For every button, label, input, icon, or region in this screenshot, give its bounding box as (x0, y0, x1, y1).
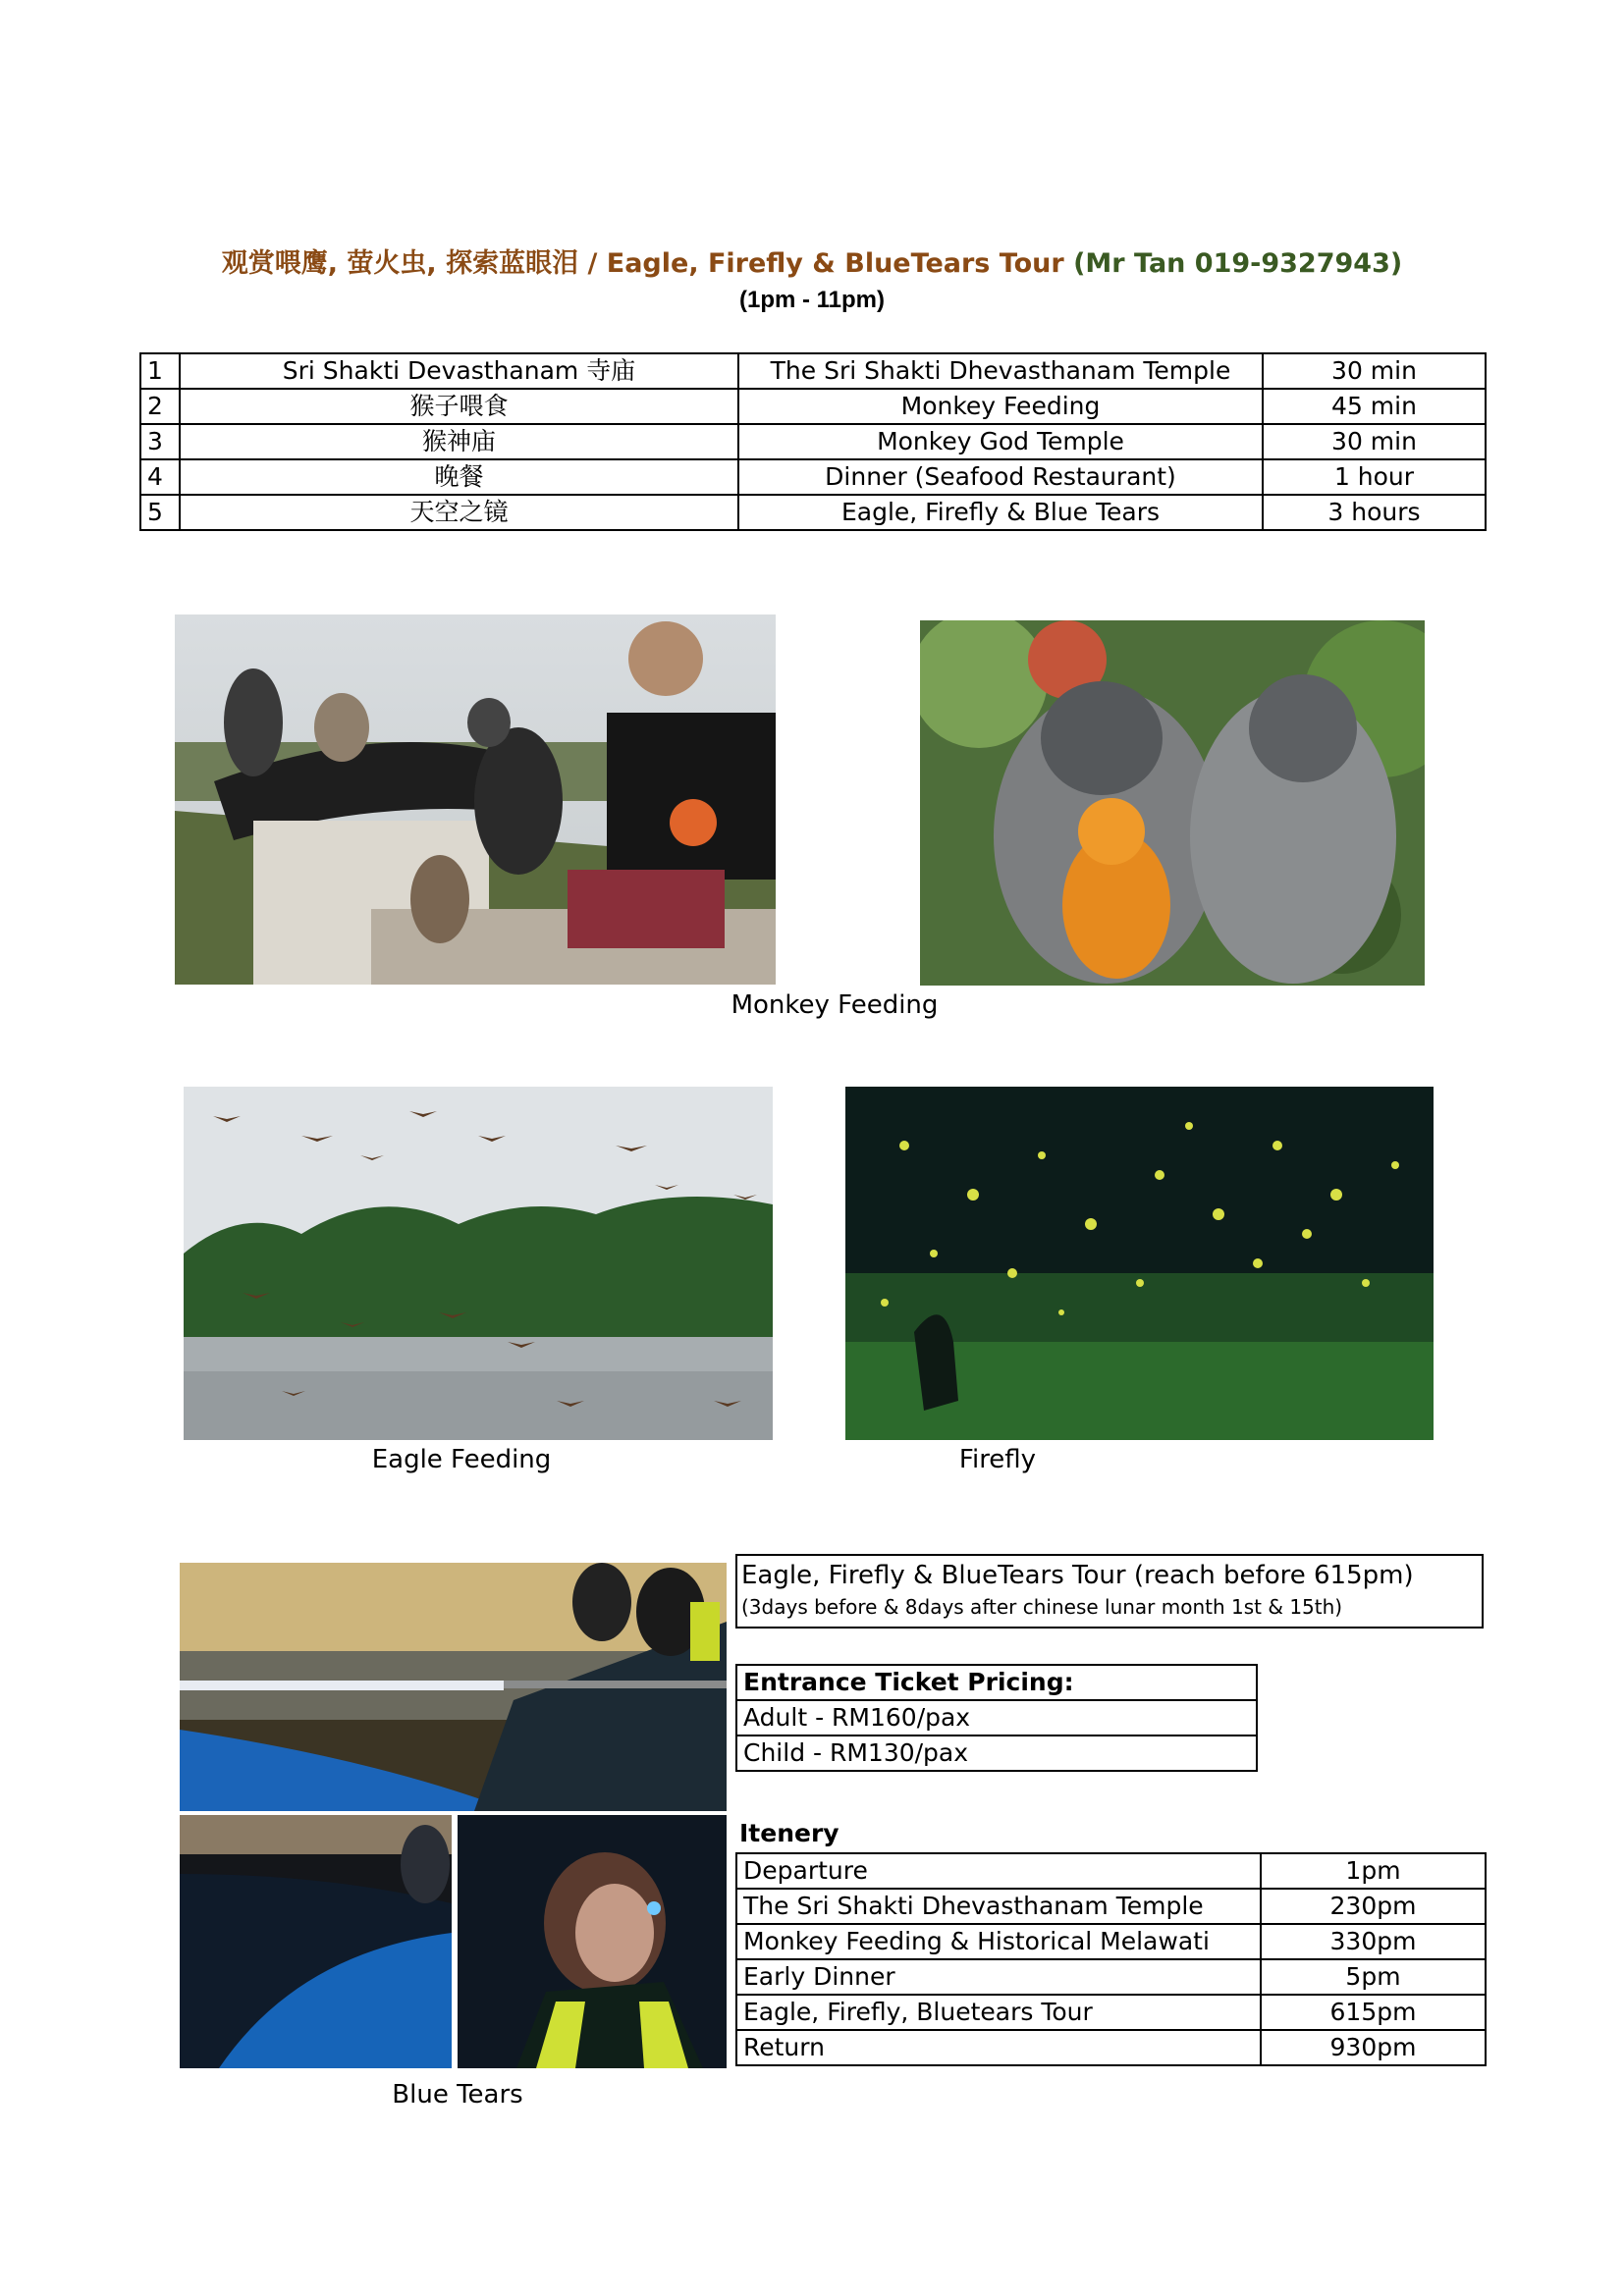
activity-en: Monkey God Temple (738, 424, 1263, 459)
tour-note-box (735, 1554, 1484, 1629)
price-child: Child - RM130/pax (736, 1735, 1257, 1771)
itinerary-time: 1pm (1261, 1853, 1486, 1889)
tour-note-condition: (3days before & 8days after chinese lunar month 1st & 15th) (741, 1595, 1343, 1619)
monkey-feeding-photo-1 (175, 614, 776, 985)
table-row (736, 1700, 1257, 1735)
table-row (140, 389, 1486, 424)
firefly-caption: Firefly (958, 1445, 1037, 1474)
blue-tears-photo-2 (180, 1815, 452, 2068)
tour-hours: (1pm - 11pm) (738, 287, 886, 313)
activity-en: Eagle, Firefly & Blue Tears (738, 495, 1263, 530)
activity-en: Dinner (Seafood Restaurant) (738, 459, 1263, 495)
table-row (736, 1665, 1257, 1700)
table-row (736, 1889, 1486, 1924)
activity-duration: 45 min (1263, 389, 1486, 424)
table-row (140, 459, 1486, 495)
activity-cn: 晚餐 (180, 459, 738, 495)
itinerary-item: The Sri Shakti Dhevasthanam Temple (736, 1889, 1261, 1924)
monkey-feeding-caption: Monkey Feeding (731, 990, 939, 1020)
title-chinese: 观赏喂鹰, 萤火虫, 探索蓝眼泪 (221, 248, 579, 279)
itinerary-item: Monkey Feeding & Historical Melawati (736, 1924, 1261, 1959)
table-row (140, 353, 1486, 389)
row-number: 3 (140, 424, 180, 459)
row-number: 2 (140, 389, 180, 424)
table-row (736, 1924, 1486, 1959)
contact-info: (Mr Tan 019-9327943) (1073, 248, 1403, 279)
blue-tears-photo-3 (458, 1815, 727, 2068)
itinerary-item: Return (736, 2030, 1261, 2065)
itinerary-time: 230pm (1261, 1889, 1486, 1924)
activity-cn: 猴神庙 (180, 424, 738, 459)
eagle-feeding-photo (184, 1087, 773, 1440)
row-number: 1 (140, 353, 180, 389)
page-title (0, 241, 1624, 280)
itinerary-time: 615pm (1261, 1995, 1486, 2030)
table-row (736, 1853, 1486, 1889)
activity-cn: 猴子喂食 (180, 389, 738, 424)
itinerary-item: Eagle, Firefly, Bluetears Tour (736, 1995, 1261, 2030)
schedule-table (139, 352, 1487, 531)
itinerary-item: Early Dinner (736, 1959, 1261, 1995)
tour-note-title: Eagle, Firefly & BlueTears Tour (reach before 615pm) (741, 1561, 1414, 1590)
table-row (140, 424, 1486, 459)
table-row (140, 495, 1486, 530)
table-row (736, 2030, 1486, 2065)
itinerary-time: 5pm (1261, 1959, 1486, 1995)
price-adult: Adult - RM160/pax (736, 1700, 1257, 1735)
row-number: 5 (140, 495, 180, 530)
itinerary-time: 330pm (1261, 1924, 1486, 1959)
blue-tears-photo-1 (180, 1563, 727, 1811)
table-row (736, 1959, 1486, 1995)
table-row (736, 1735, 1257, 1771)
pricing-heading: Entrance Ticket Pricing: (736, 1665, 1257, 1700)
activity-en: The Sri Shakti Dhevasthanam Temple (738, 353, 1263, 389)
title-english: / Eagle, Firefly & BlueTears Tour (578, 248, 1074, 279)
eagle-feeding-caption: Eagle Feeding (371, 1445, 552, 1474)
activity-en: Monkey Feeding (738, 389, 1263, 424)
row-number: 4 (140, 459, 180, 495)
blue-tears-caption: Blue Tears (392, 2080, 523, 2109)
activity-cn: 天空之镜 (180, 495, 738, 530)
activity-duration: 30 min (1263, 353, 1486, 389)
activity-cn: Sri Shakti Devasthanam 寺庙 (180, 353, 738, 389)
itinerary-table (735, 1852, 1487, 2066)
monkey-feeding-photo-2 (920, 620, 1425, 986)
activity-duration: 3 hours (1263, 495, 1486, 530)
itinerary-item: Departure (736, 1853, 1261, 1889)
firefly-photo (845, 1087, 1434, 1440)
pricing-table (735, 1664, 1258, 1772)
activity-duration: 1 hour (1263, 459, 1486, 495)
activity-duration: 30 min (1263, 424, 1486, 459)
itinerary-heading: Itenery (739, 1819, 839, 1847)
itinerary-time: 930pm (1261, 2030, 1486, 2065)
table-row (736, 1995, 1486, 2030)
